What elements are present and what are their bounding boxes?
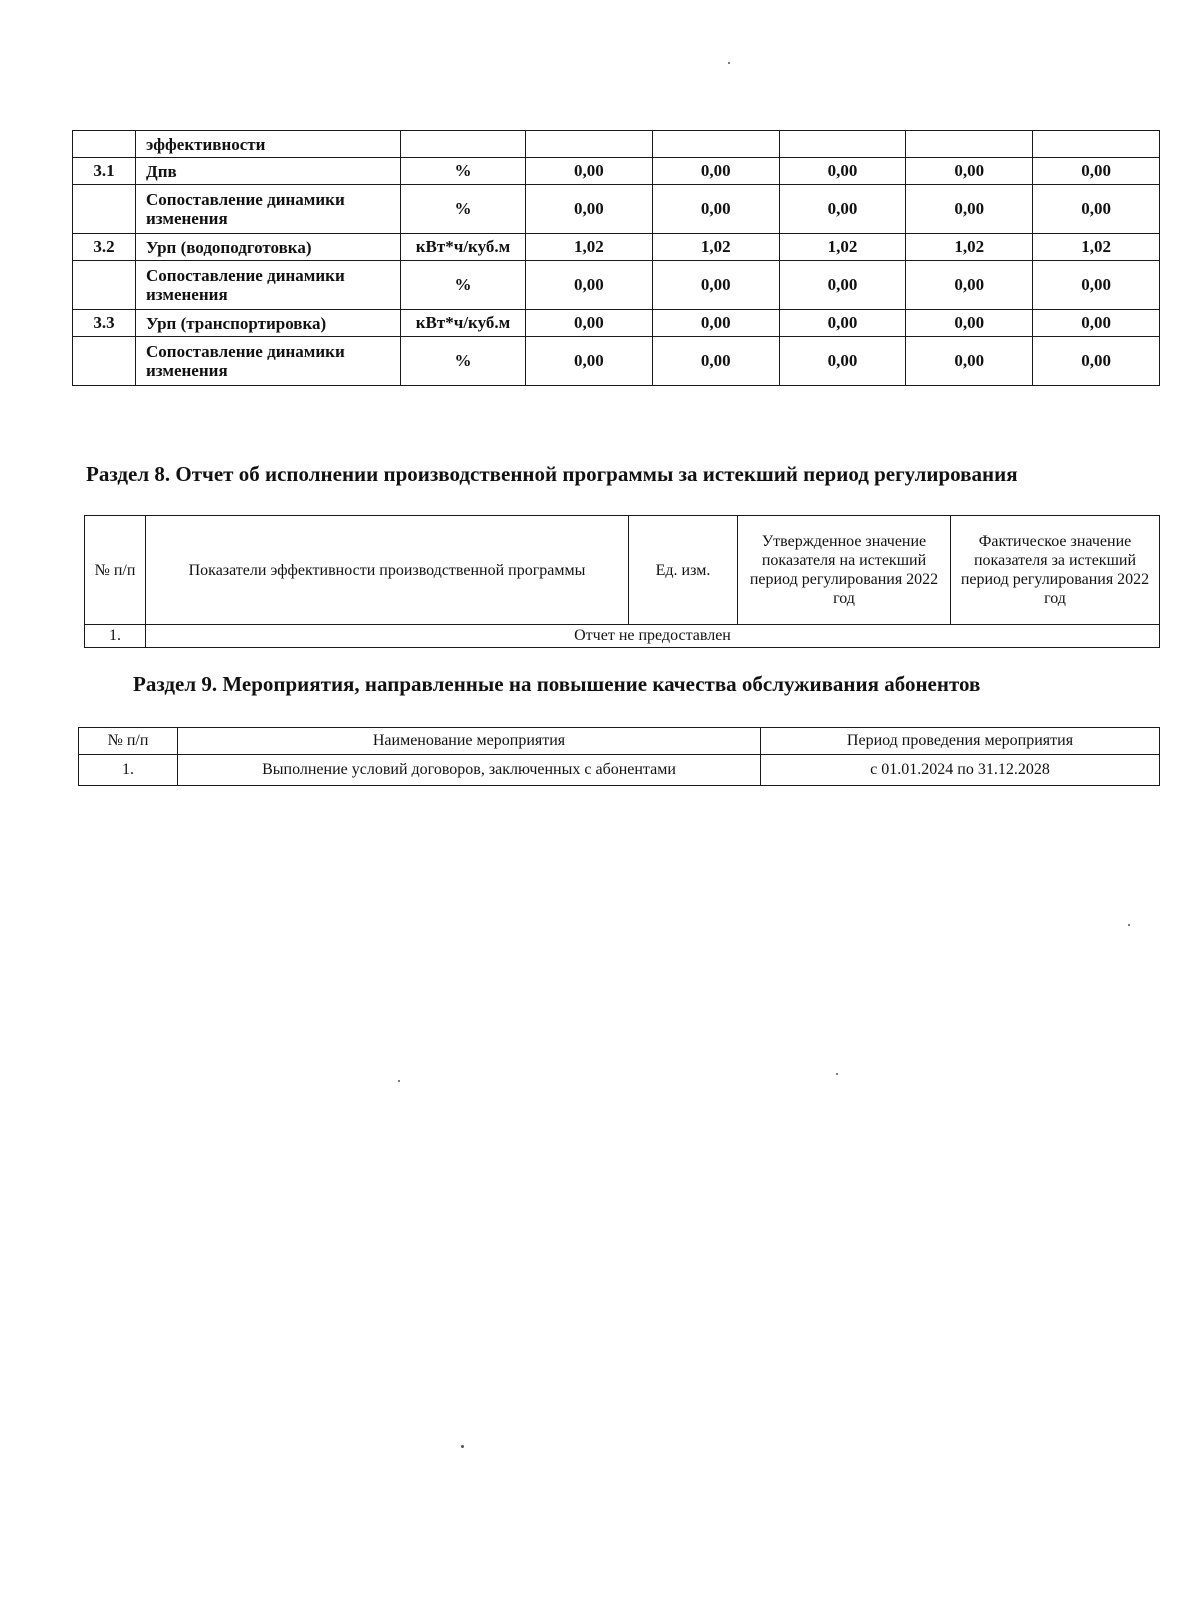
table-row — [73, 185, 1160, 234]
row-number-cell: 3.1 — [73, 158, 136, 185]
unit-cell: % — [401, 158, 526, 185]
value-cell: 0,00 — [526, 158, 653, 185]
value-cell: 0,00 — [1033, 337, 1160, 386]
scan-speck — [398, 1080, 400, 1082]
scan-speck — [461, 1445, 464, 1448]
section-9-title: Раздел 9. Мероприятия, направленные на повышение качества обслуживания абонентов — [133, 672, 981, 696]
value-cell: 0,00 — [1033, 185, 1160, 234]
value-cell: 0,00 — [906, 261, 1033, 310]
indicator-name-cell: Дпв — [136, 158, 401, 185]
value-cell: 0,00 — [779, 185, 906, 234]
measure-name-cell: Выполнение условий договоров, заключенных с абонентами — [178, 755, 761, 786]
header-approved-value: Утвержденное значение показателя на истекший период регулирования 2022 год — [738, 516, 951, 625]
value-cell: 1,02 — [1033, 234, 1160, 261]
indicator-name-cell: эффективности — [136, 131, 401, 158]
value-cell: 0,00 — [779, 310, 906, 337]
value-cell: 0,00 — [779, 337, 906, 386]
value-cell: 0,00 — [526, 261, 653, 310]
table-row — [73, 234, 1160, 261]
table-header-row — [79, 728, 1160, 755]
header-measure-name: Наименование мероприятия — [178, 728, 761, 755]
value-cell: 1,02 — [779, 234, 906, 261]
header-number: № п/п — [79, 728, 178, 755]
unit-cell: кВт*ч/куб.м — [401, 234, 526, 261]
value-cell: 0,00 — [1033, 310, 1160, 337]
indicator-name-cell: Сопоставление динамики изменения — [136, 261, 401, 310]
value-cell: 0,00 — [906, 158, 1033, 185]
row-number-cell: 3.3 — [73, 310, 136, 337]
table-row — [73, 131, 1160, 158]
unit-cell: % — [401, 185, 526, 234]
section-8-table — [84, 515, 1160, 648]
header-number: № п/п — [85, 516, 146, 625]
period-cell: с 01.01.2024 по 31.12.2028 — [761, 755, 1160, 786]
table-row — [79, 755, 1160, 786]
row-number-cell — [73, 337, 136, 386]
value-cell: 0,00 — [652, 185, 779, 234]
unit-cell: кВт*ч/куб.м — [401, 310, 526, 337]
report-status-cell: Отчет не предоставлен — [146, 625, 1160, 648]
scan-speck — [1128, 924, 1130, 926]
value-cell: 0,00 — [779, 261, 906, 310]
value-cell: 0,00 — [906, 310, 1033, 337]
value-cell: 0,00 — [526, 337, 653, 386]
row-number-cell: 3.2 — [73, 234, 136, 261]
header-actual-value: Фактическое значение показателя за истекший период регулирования 2022 год — [951, 516, 1160, 625]
header-indicator: Показатели эффективности производственной программы — [146, 516, 629, 625]
table-row — [73, 158, 1160, 185]
unit-cell — [401, 131, 526, 158]
value-cell: 1,02 — [526, 234, 653, 261]
value-cell — [1033, 131, 1160, 158]
value-cell: 0,00 — [652, 337, 779, 386]
scan-speck — [836, 1073, 838, 1075]
value-cell — [526, 131, 653, 158]
value-cell — [906, 131, 1033, 158]
table-row — [85, 625, 1160, 648]
value-cell: 0,00 — [652, 261, 779, 310]
row-number-cell — [73, 261, 136, 310]
scan-speck — [728, 62, 730, 64]
unit-cell: % — [401, 337, 526, 386]
indicators-table-body — [73, 131, 1160, 386]
row-number-cell: 1. — [79, 755, 178, 786]
indicator-name-cell: Сопоставление динамики изменения — [136, 337, 401, 386]
header-period: Период проведения мероприятия — [761, 728, 1160, 755]
row-number-cell — [73, 131, 136, 158]
value-cell — [652, 131, 779, 158]
value-cell: 1,02 — [652, 234, 779, 261]
indicator-name-cell: Сопоставление динамики изменения — [136, 185, 401, 234]
section-9-table — [78, 727, 1160, 786]
header-unit: Ед. изм. — [629, 516, 738, 625]
indicator-name-cell: Урп (водоподготовка) — [136, 234, 401, 261]
indicator-name-cell: Урп (транспортировка) — [136, 310, 401, 337]
row-number-cell — [73, 185, 136, 234]
indicators-table — [72, 130, 1160, 386]
value-cell: 0,00 — [652, 158, 779, 185]
section-8-title: Раздел 8. Отчет об исполнении производственной программы за истекший период регулирования — [86, 462, 1018, 486]
value-cell — [779, 131, 906, 158]
table-row — [73, 310, 1160, 337]
value-cell: 0,00 — [906, 185, 1033, 234]
row-number-cell: 1. — [85, 625, 146, 648]
value-cell: 1,02 — [906, 234, 1033, 261]
value-cell: 0,00 — [1033, 261, 1160, 310]
value-cell: 0,00 — [526, 185, 653, 234]
table-row — [73, 261, 1160, 310]
table-row — [73, 337, 1160, 386]
value-cell: 0,00 — [1033, 158, 1160, 185]
value-cell: 0,00 — [652, 310, 779, 337]
value-cell: 0,00 — [526, 310, 653, 337]
table-header-row — [85, 516, 1160, 625]
value-cell: 0,00 — [906, 337, 1033, 386]
unit-cell: % — [401, 261, 526, 310]
value-cell: 0,00 — [779, 158, 906, 185]
